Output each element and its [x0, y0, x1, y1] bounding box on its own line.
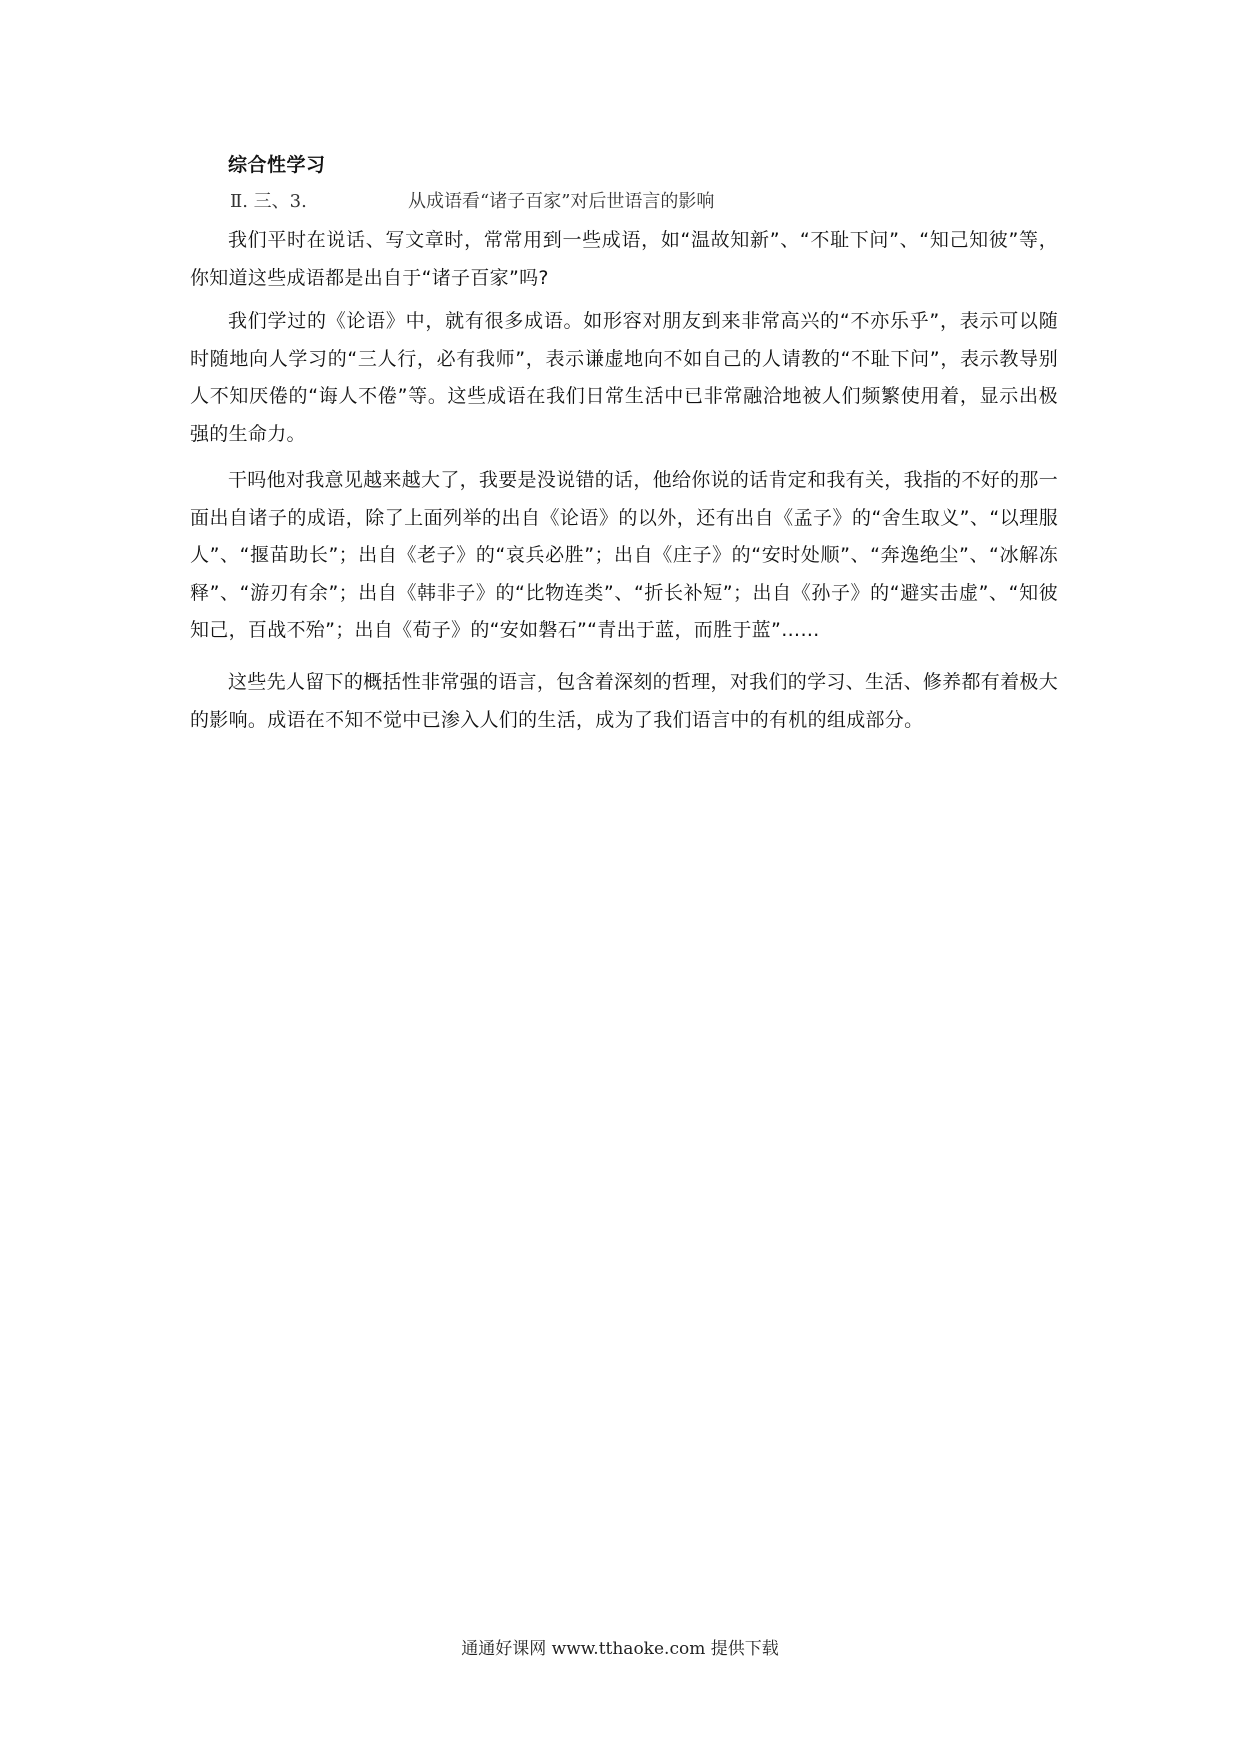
lesson-number: Ⅱ. 三、3. [230, 191, 307, 212]
section-heading: 综合性学习 [228, 154, 326, 176]
lesson-title: 从成语看“诸子百家”对后世语言的影响 [408, 191, 715, 212]
body-paragraph-1: 我们平时在说话、写文章时，常常用到一些成语，如“温故知新”、“不耻下问”、“知己知彼”等，你知道这些成语都是出自于“诸子百家”吗? [190, 229, 1058, 289]
lesson-subtitle-row [230, 187, 1010, 213]
body-paragraph-3: 干吗他对我意见越来越大了，我要是没说错的话，他给你说的话肯定和我有关，我指的不好的那一面出自诸子的成语，除了上面列举的出自《论语》的以外，还有出自《孟子》的“舍生取义”、“以理服人”、“揠苗助长”；出自《老子》的“哀兵必胜”；出自《庄子》的“安时处顺”、“奔逸绝尘”、“冰解冻释”、“游刃有余”；出自《韩非子》的“比物连类”、“折长补短”；出自《孙子》的“避实击虚”、“知彼知己，百战不殆”；出自《荀子》的“安如磐石”“青出于蓝，而胜于蓝”…… [190, 469, 1058, 641]
page-footer: 通通好课网 www.tthaoke.com 提供下载 [461, 1639, 779, 1659]
body-paragraph-4: 这些先人留下的概括性非常强的语言，包含着深刻的哲理，对我们的学习、生活、修养都有着极大的影响。成语在不知不觉中已渗入人们的生活，成为了我们语言中的有机的组成部分。 [190, 671, 1058, 731]
body-paragraph-2: 我们学过的《论语》中，就有很多成语。如形容对朋友到来非常高兴的“不亦乐乎”，表示可以随时随地向人学习的“三人行，必有我师”，表示谦虚地向不如自己的人请教的“不耻下问”，表示教导别人不知厌倦的“诲人不倦”等。这些成语在我们日常生活中已非常融洽地被人们频繁使用着，显示出极强的生命力。 [190, 310, 1058, 445]
